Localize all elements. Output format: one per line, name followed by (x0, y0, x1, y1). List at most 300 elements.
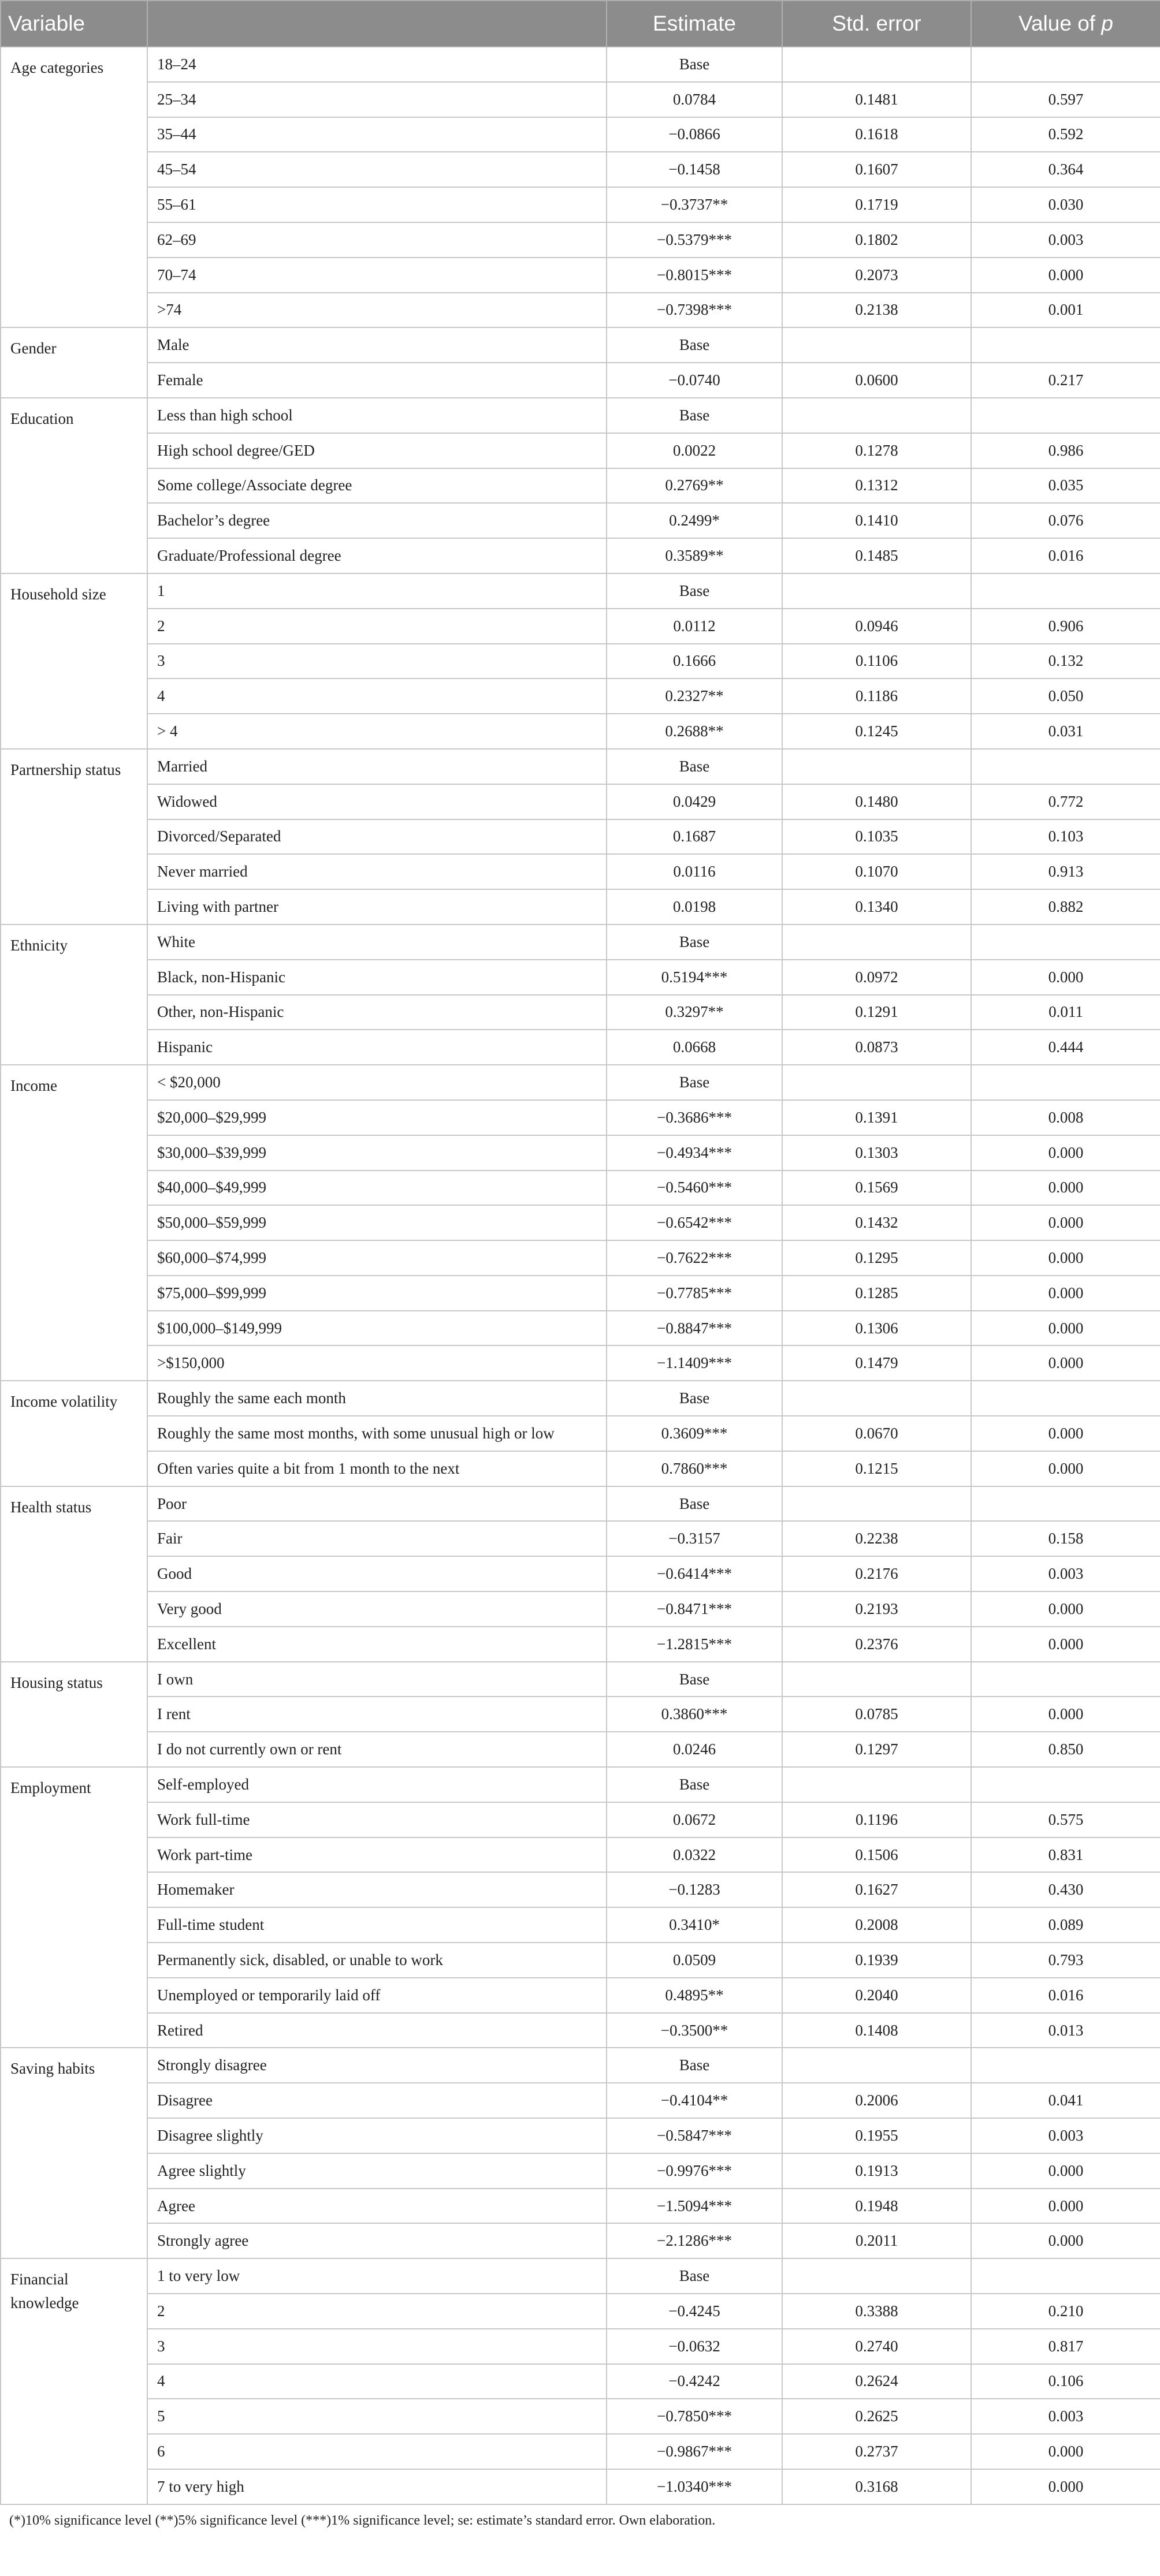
category-cell: Hispanic (147, 1030, 607, 1065)
estimate-cell: Base (607, 327, 782, 363)
std-error-cell: 0.2176 (782, 1556, 971, 1591)
p-value-cell: 0.000 (971, 1697, 1160, 1732)
estimate-cell: 0.0246 (607, 1732, 782, 1767)
estimate-cell: −0.1283 (607, 1872, 782, 1907)
estimate-cell: −0.6542*** (607, 1205, 782, 1240)
variable-cell: Saving habits (1, 2048, 147, 2258)
p-value-cell: 0.000 (971, 1170, 1160, 1206)
estimate-cell: −0.9976*** (607, 2153, 782, 2189)
category-cell: I own (147, 1662, 607, 1697)
variable-cell: Age categories (1, 47, 147, 327)
category-cell: Self-employed (147, 1767, 607, 1802)
estimate-cell: −0.3737** (607, 187, 782, 222)
std-error-cell: 0.2740 (782, 2329, 971, 2364)
estimate-cell: 0.7860*** (607, 1451, 782, 1486)
std-error-cell (782, 1486, 971, 1522)
category-cell: Homemaker (147, 1872, 607, 1907)
p-value-cell: 0.364 (971, 152, 1160, 187)
p-value-cell: 0.913 (971, 854, 1160, 889)
p-value-cell (971, 1662, 1160, 1697)
table-row (1, 1943, 1160, 1978)
table-row (1, 433, 1160, 468)
p-value-cell: 0.430 (971, 1872, 1160, 1907)
table-row (1, 1662, 1160, 1697)
estimate-cell: Base (607, 398, 782, 433)
p-value-cell: 0.016 (971, 538, 1160, 573)
category-cell: Strongly agree (147, 2223, 607, 2258)
category-cell: Good (147, 1556, 607, 1591)
std-error-cell: 0.2625 (782, 2399, 971, 2434)
std-error-cell: 0.2624 (782, 2364, 971, 2399)
p-value-cell (971, 1065, 1160, 1100)
estimate-cell: 0.2769** (607, 468, 782, 504)
p-value-cell (971, 1381, 1160, 1416)
std-error-cell (782, 1662, 971, 1697)
estimate-cell: 0.2327** (607, 679, 782, 714)
estimate-cell: −0.4242 (607, 2364, 782, 2399)
p-value-cell: 0.013 (971, 2013, 1160, 2048)
table-row (1, 2469, 1160, 2504)
std-error-cell: 0.1719 (782, 187, 971, 222)
category-cell: Graduate/Professional degree (147, 538, 607, 573)
category-cell: 45–54 (147, 152, 607, 187)
p-value-cell: 0.030 (971, 187, 1160, 222)
variable-cell: Partnership status (1, 749, 147, 924)
p-value-cell (971, 2048, 1160, 2083)
std-error-cell: 0.1215 (782, 1451, 971, 1486)
p-value-cell: 0.158 (971, 1521, 1160, 1556)
table-row (1, 2189, 1160, 2224)
estimate-cell: 0.0784 (607, 82, 782, 117)
estimate-cell: −0.9867*** (607, 2434, 782, 2469)
estimate-cell: 0.4895** (607, 1978, 782, 2013)
table-row (1, 1837, 1160, 1873)
category-cell: Fair (147, 1521, 607, 1556)
estimate-cell: Base (607, 1767, 782, 1802)
estimate-cell: 0.1666 (607, 644, 782, 679)
p-value-cell (971, 924, 1160, 960)
category-cell: Full-time student (147, 1907, 607, 1943)
std-error-cell: 0.3388 (782, 2294, 971, 2329)
category-cell: Work part-time (147, 1837, 607, 1873)
table-row (1, 2294, 1160, 2329)
p-value-cell (971, 1767, 1160, 1802)
estimate-cell: −1.1409*** (607, 1345, 782, 1381)
std-error-cell: 0.1070 (782, 854, 971, 889)
header-category (147, 1, 607, 47)
table-row (1, 1345, 1160, 1381)
table-row (1, 1978, 1160, 2013)
table-row (1, 1591, 1160, 1627)
category-cell: 3 (147, 2329, 607, 2364)
estimate-cell: Base (607, 924, 782, 960)
estimate-cell: 0.5194*** (607, 960, 782, 995)
table-row (1, 327, 1160, 363)
p-value-cell: 0.008 (971, 1100, 1160, 1135)
estimate-cell: −1.5094*** (607, 2189, 782, 2224)
table-row (1, 363, 1160, 398)
p-value-cell: 0.000 (971, 2189, 1160, 2224)
estimate-cell: Base (607, 47, 782, 82)
p-value-cell: 0.003 (971, 2399, 1160, 2434)
p-value-cell: 0.106 (971, 2364, 1160, 2399)
table-row (1, 889, 1160, 924)
table-header (1, 1, 1160, 47)
table-row (1, 1732, 1160, 1767)
std-error-cell: 0.1506 (782, 1837, 971, 1873)
std-error-cell: 0.0600 (782, 363, 971, 398)
std-error-cell: 0.1196 (782, 1802, 971, 1837)
category-cell: Often varies quite a bit from 1 month to the next (147, 1451, 607, 1486)
std-error-cell: 0.0946 (782, 609, 971, 644)
p-value-cell: 0.000 (971, 1240, 1160, 1276)
table-row (1, 749, 1160, 784)
estimate-cell: 0.3410* (607, 1907, 782, 1943)
header-row (1, 1, 1160, 47)
p-value-cell (971, 1486, 1160, 1522)
std-error-cell: 0.1948 (782, 2189, 971, 2224)
category-cell: Divorced/Separated (147, 819, 607, 855)
std-error-cell: 0.1627 (782, 1872, 971, 1907)
category-cell: 25–34 (147, 82, 607, 117)
std-error-cell: 0.2238 (782, 1521, 971, 1556)
p-value-cell: 0.000 (971, 1205, 1160, 1240)
table-row (1, 1135, 1160, 1170)
p-value-cell: 0.882 (971, 889, 1160, 924)
p-value-cell (971, 2258, 1160, 2294)
header-estimate: Estimate (607, 1, 782, 47)
table-row (1, 468, 1160, 504)
std-error-cell: 0.2073 (782, 258, 971, 293)
category-cell: $50,000–$59,999 (147, 1205, 607, 1240)
p-value-cell (971, 398, 1160, 433)
p-value-cell: 0.210 (971, 2294, 1160, 2329)
estimate-cell: 0.0112 (607, 609, 782, 644)
table-row (1, 2258, 1160, 2294)
estimate-cell: −0.0740 (607, 363, 782, 398)
header-p-value-text: Value of (1018, 12, 1102, 35)
estimate-cell: −0.8015*** (607, 258, 782, 293)
std-error-cell: 0.1481 (782, 82, 971, 117)
estimate-cell: 0.0509 (607, 1943, 782, 1978)
table-row (1, 1381, 1160, 1416)
category-cell: Roughly the same most months, with some unusual high or low (147, 1416, 607, 1451)
table-row (1, 2013, 1160, 2048)
category-cell: Strongly disagree (147, 2048, 607, 2083)
table-row (1, 924, 1160, 960)
estimate-cell: 0.3297** (607, 995, 782, 1030)
estimate-cell: −1.0340*** (607, 2469, 782, 2504)
header-variable: Variable (1, 1, 147, 47)
variable-cell: Gender (1, 327, 147, 398)
table-row (1, 1065, 1160, 1100)
estimate-cell: Base (607, 1486, 782, 1522)
p-value-cell: 0.003 (971, 222, 1160, 258)
category-cell: < $20,000 (147, 1065, 607, 1100)
p-value-cell: 0.000 (971, 258, 1160, 293)
variable-cell: Household size (1, 573, 147, 749)
p-value-cell: 0.850 (971, 1732, 1160, 1767)
p-value-cell: 0.000 (971, 1627, 1160, 1662)
estimate-cell: Base (607, 1381, 782, 1416)
std-error-cell: 0.1035 (782, 819, 971, 855)
estimate-cell: −0.6414*** (607, 1556, 782, 1591)
table-row (1, 2434, 1160, 2469)
category-cell: 5 (147, 2399, 607, 2434)
category-cell: 3 (147, 644, 607, 679)
p-value-cell: 0.592 (971, 117, 1160, 152)
table-row (1, 398, 1160, 433)
std-error-cell: 0.1245 (782, 714, 971, 749)
p-value-cell: 0.050 (971, 679, 1160, 714)
std-error-cell: 0.1480 (782, 784, 971, 819)
category-cell: 2 (147, 2294, 607, 2329)
table-row (1, 1872, 1160, 1907)
std-error-cell: 0.1432 (782, 1205, 971, 1240)
std-error-cell: 0.2011 (782, 2223, 971, 2258)
estimate-cell: Base (607, 749, 782, 784)
table-row (1, 1240, 1160, 1276)
p-value-cell: 0.000 (971, 2434, 1160, 2469)
category-cell: Excellent (147, 1627, 607, 1662)
table-row (1, 1170, 1160, 1206)
std-error-cell: 0.1291 (782, 995, 971, 1030)
estimate-cell: 0.0198 (607, 889, 782, 924)
estimate-cell: −0.7850*** (607, 2399, 782, 2434)
table-row (1, 714, 1160, 749)
table-row (1, 538, 1160, 573)
estimate-cell: 0.0116 (607, 854, 782, 889)
estimate-cell: −0.5847*** (607, 2118, 782, 2153)
std-error-cell (782, 1381, 971, 1416)
p-value-cell: 0.000 (971, 1135, 1160, 1170)
estimate-cell: 0.0022 (607, 433, 782, 468)
variable-cell: Ethnicity (1, 924, 147, 1065)
p-value-cell: 0.793 (971, 1943, 1160, 1978)
p-value-cell: 0.003 (971, 2118, 1160, 2153)
category-cell: 2 (147, 609, 607, 644)
std-error-cell: 0.1618 (782, 117, 971, 152)
estimate-cell: −0.7785*** (607, 1276, 782, 1311)
estimate-cell: 0.2499* (607, 503, 782, 538)
category-cell: 18–24 (147, 47, 607, 82)
estimate-cell: −0.3157 (607, 1521, 782, 1556)
table-row (1, 2118, 1160, 2153)
std-error-cell (782, 924, 971, 960)
variable-cell: Housing status (1, 1662, 147, 1767)
table-row (1, 2223, 1160, 2258)
category-cell: White (147, 924, 607, 960)
std-error-cell: 0.1485 (782, 538, 971, 573)
std-error-cell: 0.1303 (782, 1135, 971, 1170)
std-error-cell (782, 2258, 971, 2294)
category-cell: $100,000–$149,999 (147, 1311, 607, 1346)
table-row (1, 1521, 1160, 1556)
table-row (1, 995, 1160, 1030)
category-cell: Widowed (147, 784, 607, 819)
table-row (1, 2329, 1160, 2364)
estimate-cell: −0.7622*** (607, 1240, 782, 1276)
table-row (1, 609, 1160, 644)
std-error-cell: 0.2138 (782, 293, 971, 328)
table-row (1, 503, 1160, 538)
p-value-cell: 0.003 (971, 1556, 1160, 1591)
category-cell: $60,000–$74,999 (147, 1240, 607, 1276)
std-error-cell (782, 47, 971, 82)
table-row (1, 2048, 1160, 2083)
estimate-cell: −0.4104** (607, 2083, 782, 2118)
category-cell: 4 (147, 679, 607, 714)
std-error-cell: 0.1186 (782, 679, 971, 714)
category-cell: Retired (147, 2013, 607, 2048)
std-error-cell (782, 749, 971, 784)
estimate-cell: Base (607, 2048, 782, 2083)
header-std-error: Std. error (782, 1, 971, 47)
estimate-cell: Base (607, 573, 782, 609)
category-cell: Female (147, 363, 607, 398)
category-cell: 4 (147, 2364, 607, 2399)
std-error-cell: 0.1955 (782, 2118, 971, 2153)
category-cell: 62–69 (147, 222, 607, 258)
p-value-cell: 0.000 (971, 2153, 1160, 2189)
std-error-cell: 0.1569 (782, 1170, 971, 1206)
p-value-cell: 0.035 (971, 468, 1160, 504)
category-cell: >$150,000 (147, 1345, 607, 1381)
p-value-cell (971, 749, 1160, 784)
category-cell: I rent (147, 1697, 607, 1732)
p-value-cell: 0.000 (971, 1276, 1160, 1311)
std-error-cell: 0.1607 (782, 152, 971, 187)
table-row (1, 960, 1160, 995)
category-cell: 6 (147, 2434, 607, 2469)
category-cell: 1 (147, 573, 607, 609)
estimate-cell: −0.4934*** (607, 1135, 782, 1170)
std-error-cell (782, 1065, 971, 1100)
category-cell: $40,000–$49,999 (147, 1170, 607, 1206)
std-error-cell: 0.1410 (782, 503, 971, 538)
table-row (1, 1276, 1160, 1311)
std-error-cell: 0.1106 (782, 644, 971, 679)
p-value-cell (971, 327, 1160, 363)
estimate-cell: 0.0429 (607, 784, 782, 819)
std-error-cell: 0.1295 (782, 1240, 971, 1276)
table-row (1, 222, 1160, 258)
p-value-cell: 0.001 (971, 293, 1160, 328)
table-row (1, 1907, 1160, 1943)
category-cell: Other, non-Hispanic (147, 995, 607, 1030)
p-value-cell: 0.011 (971, 995, 1160, 1030)
std-error-cell: 0.2193 (782, 1591, 971, 1627)
category-cell: 70–74 (147, 258, 607, 293)
table-row (1, 1486, 1160, 1522)
category-cell: 7 to very high (147, 2469, 607, 2504)
variable-cell: Income volatility (1, 1381, 147, 1486)
std-error-cell: 0.2040 (782, 1978, 971, 2013)
std-error-cell: 0.2376 (782, 1627, 971, 1662)
std-error-cell: 0.1306 (782, 1311, 971, 1346)
std-error-cell (782, 2048, 971, 2083)
std-error-cell: 0.1939 (782, 1943, 971, 1978)
table-row (1, 644, 1160, 679)
estimate-cell: 0.1687 (607, 819, 782, 855)
variable-cell: Financial knowledge (1, 2258, 147, 2504)
p-value-cell: 0.906 (971, 609, 1160, 644)
table-row (1, 47, 1160, 82)
estimate-cell: Base (607, 1065, 782, 1100)
p-value-cell: 0.089 (971, 1907, 1160, 1943)
table-row (1, 1451, 1160, 1486)
table-row (1, 82, 1160, 117)
estimate-cell: 0.0322 (607, 1837, 782, 1873)
std-error-cell: 0.1913 (782, 2153, 971, 2189)
table-row (1, 1416, 1160, 1451)
estimate-cell: −0.1458 (607, 152, 782, 187)
estimate-cell: 0.3860*** (607, 1697, 782, 1732)
std-error-cell: 0.3168 (782, 2469, 971, 2504)
std-error-cell: 0.1479 (782, 1345, 971, 1381)
std-error-cell: 0.1278 (782, 433, 971, 468)
table-row (1, 2083, 1160, 2118)
estimate-cell: 0.0668 (607, 1030, 782, 1065)
table-row (1, 1205, 1160, 1240)
header-p-italic: p (1101, 12, 1113, 35)
p-value-cell: 0.831 (971, 1837, 1160, 1873)
p-value-cell (971, 573, 1160, 609)
std-error-cell: 0.1312 (782, 468, 971, 504)
table-row (1, 187, 1160, 222)
p-value-cell: 0.016 (971, 1978, 1160, 2013)
std-error-cell: 0.2006 (782, 2083, 971, 2118)
estimate-cell: −0.3500** (607, 2013, 782, 2048)
table-row (1, 1311, 1160, 1346)
category-cell: > 4 (147, 714, 607, 749)
category-cell: 35–44 (147, 117, 607, 152)
p-value-cell: 0.000 (971, 1311, 1160, 1346)
variable-cell: Income (1, 1065, 147, 1381)
header-p-value (971, 1, 1160, 47)
table-row (1, 152, 1160, 187)
category-cell: $75,000–$99,999 (147, 1276, 607, 1311)
category-cell: Agree (147, 2189, 607, 2224)
p-value-cell: 0.597 (971, 82, 1160, 117)
p-value-cell (971, 47, 1160, 82)
p-value-cell: 0.000 (971, 1345, 1160, 1381)
p-value-cell: 0.444 (971, 1030, 1160, 1065)
estimate-cell: −0.8847*** (607, 1311, 782, 1346)
std-error-cell: 0.0873 (782, 1030, 971, 1065)
p-value-cell: 0.217 (971, 363, 1160, 398)
category-cell: Unemployed or temporarily laid off (147, 1978, 607, 2013)
category-cell: Disagree (147, 2083, 607, 2118)
p-value-cell: 0.000 (971, 1416, 1160, 1451)
std-error-cell: 0.1340 (782, 889, 971, 924)
category-cell: High school degree/GED (147, 433, 607, 468)
category-cell: Some college/Associate degree (147, 468, 607, 504)
table-row (1, 1697, 1160, 1732)
estimate-cell: −0.8471*** (607, 1591, 782, 1627)
category-cell: Black, non-Hispanic (147, 960, 607, 995)
table-row (1, 2364, 1160, 2399)
category-cell: Bachelor’s degree (147, 503, 607, 538)
estimate-cell: 0.0672 (607, 1802, 782, 1837)
table-row (1, 2153, 1160, 2189)
category-cell: Married (147, 749, 607, 784)
table-row (1, 1030, 1160, 1065)
std-error-cell (782, 327, 971, 363)
estimate-cell: −2.1286*** (607, 2223, 782, 2258)
estimate-cell: Base (607, 2258, 782, 2294)
category-cell: Disagree slightly (147, 2118, 607, 2153)
